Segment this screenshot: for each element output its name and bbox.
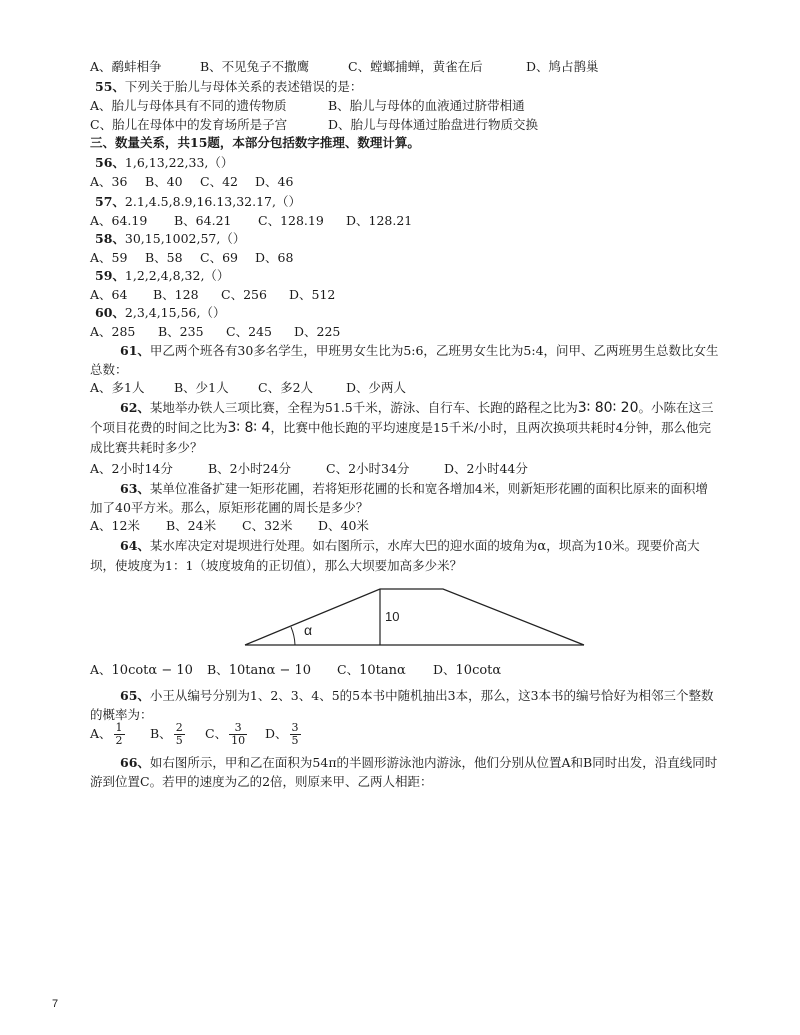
- q55-options-row2: [90, 116, 538, 133]
- q64-alpha: α: [537, 539, 547, 554]
- q62-ratio-time: 3∶ 8∶ 4: [227, 420, 271, 436]
- q62-text-c: ，比赛中他长跑的平均速度是15千米/小时，且两次换项共耗时4分钟，那么他完成比赛共耗时多少？: [90, 420, 712, 455]
- q65-option-c-letter: C、: [205, 726, 228, 741]
- q57-question: [95, 193, 301, 210]
- q62-option-d: D、2小时44分: [444, 461, 528, 476]
- q56-question: [95, 154, 233, 171]
- q65-option-a-numerator: 1: [115, 721, 123, 734]
- q58-option-b: B、58: [145, 250, 183, 265]
- q60-question: [95, 304, 225, 321]
- q58-question: [95, 230, 245, 247]
- q64-text-b: ，坝高为10米。现要价高大坝，使坡度为1：1（坡度坡角的正切值），那么大坝要加高多少米？: [90, 538, 700, 573]
- q59-question: [95, 267, 229, 284]
- q64-option-a-expr: 10cotα − 10: [111, 663, 193, 678]
- q56-option-b: B、40: [145, 174, 183, 189]
- q56-number: 56、: [95, 155, 125, 170]
- q55-text: 下列关于胎儿与母体关系的表述错误的是：: [124, 79, 363, 94]
- angle-label: α: [304, 622, 313, 638]
- q60-option-a: A、285: [90, 324, 136, 339]
- q64-option-c-letter: C、: [337, 662, 360, 677]
- q65-option-c-denominator: 10: [231, 734, 246, 747]
- q54-option-c: C、螳螂捕蝉，黄雀在后: [348, 59, 483, 74]
- q60-option-b: B、235: [158, 324, 204, 339]
- q62-text-a: 某地举办铁人三项比赛，全程为51.5千米，游泳、自行车、长跑的路程之比为: [149, 400, 578, 415]
- q61-number: 61、: [120, 343, 150, 358]
- q54-option-a: A、鹬蚌相争: [90, 59, 162, 74]
- q57-option-b: B、64.21: [174, 213, 232, 228]
- dam-outline: [245, 589, 584, 645]
- q58-number: 58、: [95, 231, 125, 246]
- q55-number: 55、: [95, 79, 125, 94]
- q60-number: 60、: [95, 305, 125, 320]
- q63-options: [90, 517, 369, 534]
- q64-option-a-letter: A、: [90, 662, 112, 677]
- q65-text: 小王从编号分别为1、2、3、4、5的5本书中随机抽出3本，那么，这3本书的编号恰好为相邻三个整数的概率为：: [90, 688, 714, 722]
- q61-option-b: B、少1人: [174, 380, 229, 395]
- q55-option-d: D、胎儿与母体通过胎盘进行物质交换: [328, 117, 539, 132]
- q63-number: 63、: [120, 481, 150, 496]
- q59-number: 59、: [95, 268, 125, 283]
- q59-option-a: A、64: [90, 287, 128, 302]
- q64-option-d-letter: D、: [433, 662, 456, 677]
- q57-options: [90, 212, 412, 229]
- q61-options: [90, 379, 406, 396]
- q66-number: 66、: [120, 755, 150, 770]
- q66-question: [90, 753, 720, 791]
- q56-text: 1,6,13,22,33,（）: [124, 155, 234, 170]
- q63-option-b: B、24米: [166, 518, 217, 533]
- q58-option-c: C、69: [200, 250, 238, 265]
- q57-text: 2.1,4.5,8.9,16.13,32.17,（）: [124, 194, 301, 209]
- q55-option-a: A、胎儿与母体具有不同的遗传物质: [90, 98, 287, 113]
- q59-option-d: D、512: [289, 287, 336, 302]
- q58-text: 30,15,1002,57,（）: [124, 231, 246, 246]
- q65-option-d-letter: D、: [265, 726, 288, 741]
- q59-option-b: B、128: [153, 287, 199, 302]
- q62-option-a: A、2小时14分: [90, 461, 173, 476]
- q60-text: 2,3,4,15,56,（）: [124, 305, 226, 320]
- q64-option-b-expr: 10tanα − 10: [228, 663, 312, 678]
- q61-option-a: A、多1人: [90, 380, 145, 395]
- q57-number: 57、: [95, 194, 125, 209]
- section-heading: 三、数量关系，共15题，本部分包括数字推理、数理计算。: [90, 135, 420, 150]
- q63-option-a: A、12米: [90, 518, 140, 533]
- q55-option-b: B、胎儿与母体的血液通过脐带相通: [328, 98, 525, 113]
- dam-figure: [240, 582, 590, 648]
- q62-option-b: B、2小时24分: [208, 461, 292, 476]
- q61-option-d: D、少两人: [346, 380, 407, 395]
- q62-option-c: C、2小时34分: [326, 461, 410, 476]
- q64-option-b-letter: B、: [207, 662, 229, 677]
- q61-option-c: C、多2人: [258, 380, 314, 395]
- q65-option-b-numerator: 2: [175, 721, 183, 734]
- q65-option-d-denominator: 5: [291, 734, 299, 747]
- q63-question: [90, 479, 720, 517]
- q54-option-b: B、不见兔子不撒鹰: [200, 59, 310, 74]
- q63-option-d: D、40米: [318, 518, 369, 533]
- angle-arc: [291, 627, 295, 645]
- q55-options-row1: [90, 97, 525, 114]
- q62-ratio-distance: 3∶ 80∶ 20: [577, 400, 639, 416]
- q62-number: 62、: [120, 400, 150, 415]
- q61-question: [90, 341, 720, 379]
- q66-text: 如右图所示，甲和乙在面积为54π的半圆形游泳池内游泳，他们分别从位置A和B同时出发，沿直线同时游到位置C。若甲的速度为乙的2倍，则原来甲、乙两人相距：: [90, 755, 718, 789]
- q64-text-a: 某水库决定对堤坝进行处理。如右图所示，水库大巴的迎水面的坡角为: [149, 538, 538, 553]
- q64-option-d-expr: 10cotα: [455, 663, 502, 678]
- q65-number: 65、: [120, 688, 150, 703]
- q56-option-c: C、42: [200, 174, 238, 189]
- q64-options: [90, 661, 501, 679]
- q55-question: [95, 78, 362, 95]
- q57-option-c: C、128.19: [258, 213, 324, 228]
- q65-option-d-fraction: [290, 722, 301, 747]
- q65-option-c-fraction: [229, 722, 247, 747]
- q65-option-a-denominator: 2: [115, 734, 123, 747]
- q54-option-d: D、鸠占鹊巢: [526, 59, 599, 74]
- q63-text: 某单位准备扩建一矩形花圃，若将矩形花圃的长和宽各增加4米，则新矩形花圃的面积比原来的面积增加了40平方米。那么，原矩形花圃的周长是多少？: [90, 481, 708, 515]
- q65-question: [90, 686, 720, 724]
- q64-option-c-expr: 10tanα: [359, 663, 406, 678]
- q56-option-a: A、36: [90, 174, 128, 189]
- q59-options: [90, 286, 335, 303]
- q59-option-c: C、256: [221, 287, 267, 302]
- q55-option-c: C、胎儿在母体中的发育场所是子宫: [90, 117, 288, 132]
- q61-text: 甲乙两个班各有30多名学生，甲班男女生比为5:6，乙班男女生比为5:4，问甲、乙两班男生总数比女生总数：: [90, 343, 719, 377]
- q62-text-b: 。小陈在这三个项目花费的时间之比为: [90, 400, 714, 435]
- q65-option-b-fraction: [174, 722, 185, 747]
- q65-option-a-fraction: [114, 722, 125, 747]
- q63-option-c: C、32米: [242, 518, 293, 533]
- q56-option-d: D、46: [255, 174, 294, 189]
- height-label: 10: [385, 609, 400, 624]
- q60-options: [90, 323, 340, 340]
- q59-text: 1,2,2,4,8,32,（）: [124, 268, 230, 283]
- q64-number: 64、: [120, 538, 150, 553]
- q64-question: [90, 536, 720, 575]
- q54-options: [90, 58, 599, 75]
- q57-option-d: D、128.21: [346, 213, 413, 228]
- q57-option-a: A、64.19: [90, 213, 148, 228]
- q62-question: [90, 398, 720, 458]
- q58-option-a: A、59: [90, 250, 128, 265]
- q65-option-b-letter: B、: [150, 726, 172, 741]
- q65-option-c-numerator: 3: [229, 722, 247, 735]
- q60-option-d: D、225: [294, 324, 341, 339]
- q65-option-a-letter: A、: [90, 726, 112, 741]
- q60-option-c: C、245: [226, 324, 272, 339]
- q65-option-d-numerator: 3: [291, 721, 299, 734]
- page-number: 7: [52, 998, 59, 1010]
- q56-options: [90, 173, 293, 190]
- q58-option-d: D、68: [255, 250, 294, 265]
- q58-options: [90, 249, 293, 266]
- q62-options: [90, 460, 528, 477]
- q65-options: [90, 722, 303, 747]
- q65-option-b-denominator: 5: [175, 734, 183, 747]
